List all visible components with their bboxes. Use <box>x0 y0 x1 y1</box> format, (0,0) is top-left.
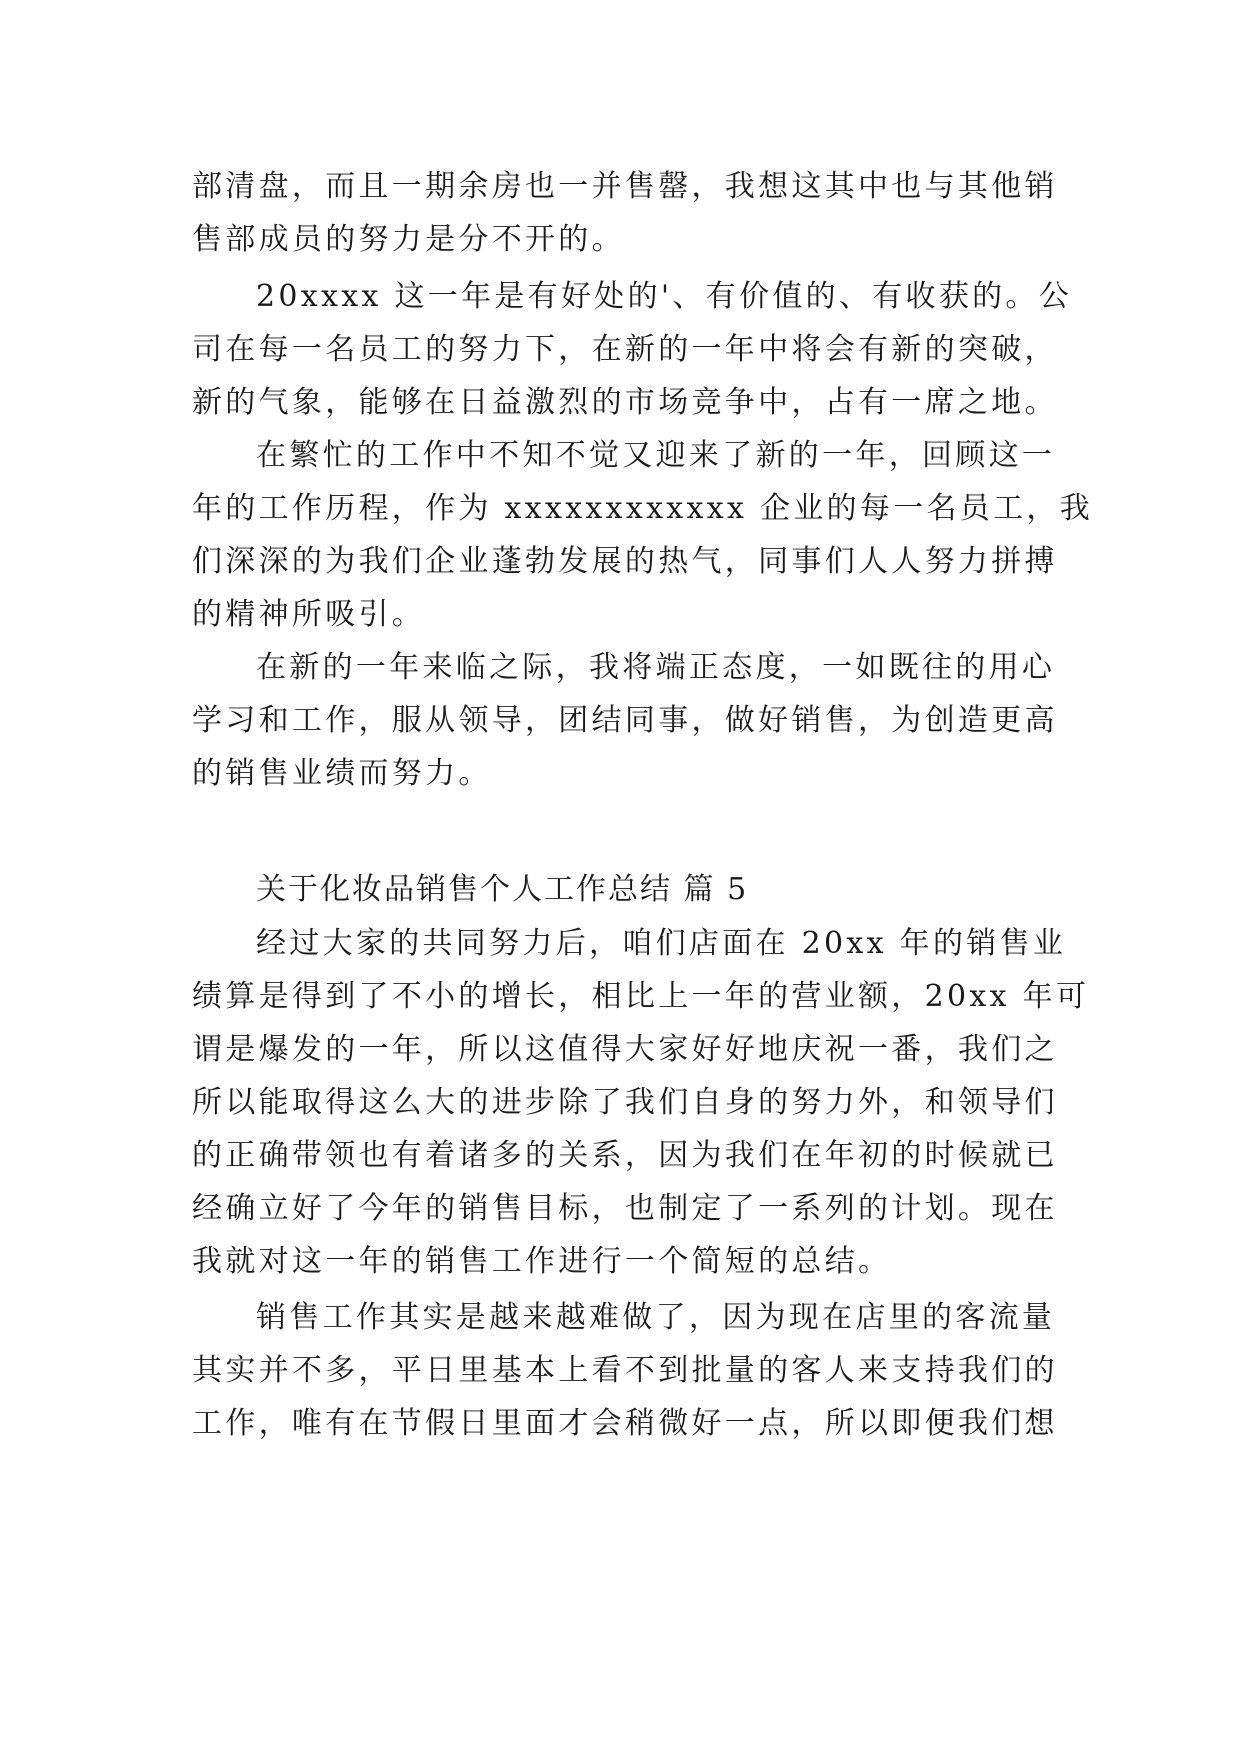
paragraph-line: 的精神所吸引。 <box>192 597 426 632</box>
paragraph-line: 经过大家的共同努力后，咱们店面在 20xx 年的销售业 <box>256 926 1067 961</box>
paragraph-line: 司在每一名员工的努力下，在新的一年中将会有新的突破， <box>192 332 1058 367</box>
paragraph-line: 绩算是得到了不小的增长，相比上一年的营业额，20xx 年可 <box>192 979 1090 1014</box>
paragraph-line: 们深深的为我们企业蓬勃发展的热气，同事们人人努力拼搏 <box>192 544 1058 579</box>
paragraph-line: 在繁忙的工作中不知不觉又迎来了新的一年，回顾这一 <box>256 438 1056 473</box>
paragraph-line: 的正确带领也有着诸多的关系，因为我们在年初的时候就已 <box>192 1138 1058 1173</box>
paragraph-line: 所以能取得这么大的进步除了我们自身的努力外，和领导们 <box>192 1085 1058 1120</box>
paragraph-line: 销售工作其实是越来越难做了，因为现在店里的客流量 <box>256 1300 1056 1335</box>
paragraph-line: 售部成员的努力是分不开的。 <box>192 222 625 257</box>
paragraph-line: 的销售业绩而努力。 <box>192 756 492 791</box>
paragraph-line: 其实并不多，平日里基本上看不到批量的客人来支持我们的 <box>192 1353 1058 1388</box>
paragraph-line: 经确立好了今年的销售目标，也制定了一系列的计划。现在 <box>192 1191 1058 1226</box>
paragraph-line: 年的工作历程，作为 xxxxxxxxxxxx 企业的每一名员工，我 <box>192 491 1093 526</box>
paragraph-line: 20xxxx 这一年是有好处的'、有价值的、有收获的。公 <box>256 279 1073 314</box>
paragraph-line: 部清盘，而且一期余房也一并售罄，我想这其中也与其他销 <box>192 169 1058 204</box>
paragraph-line: 新的气象，能够在日益激烈的市场竞争中，占有一席之地。 <box>192 385 1058 420</box>
paragraph-line: 在新的一年来临之际，我将端正态度，一如既往的用心 <box>256 650 1056 685</box>
paragraph-line: 工作，唯有在节假日里面才会稍微好一点，所以即便我们想 <box>192 1406 1058 1441</box>
paragraph-line: 谓是爆发的一年，所以这值得大家好好地庆祝一番，我们之 <box>192 1032 1058 1067</box>
paragraph-line: 学习和工作，服从领导，团结同事，做好销售，为创造更高 <box>192 703 1058 738</box>
paragraph-line: 我就对这一年的销售工作进行一个简短的总结。 <box>192 1244 892 1279</box>
section-heading: 关于化妆品销售个人工作总结 篇 5 <box>256 872 749 907</box>
